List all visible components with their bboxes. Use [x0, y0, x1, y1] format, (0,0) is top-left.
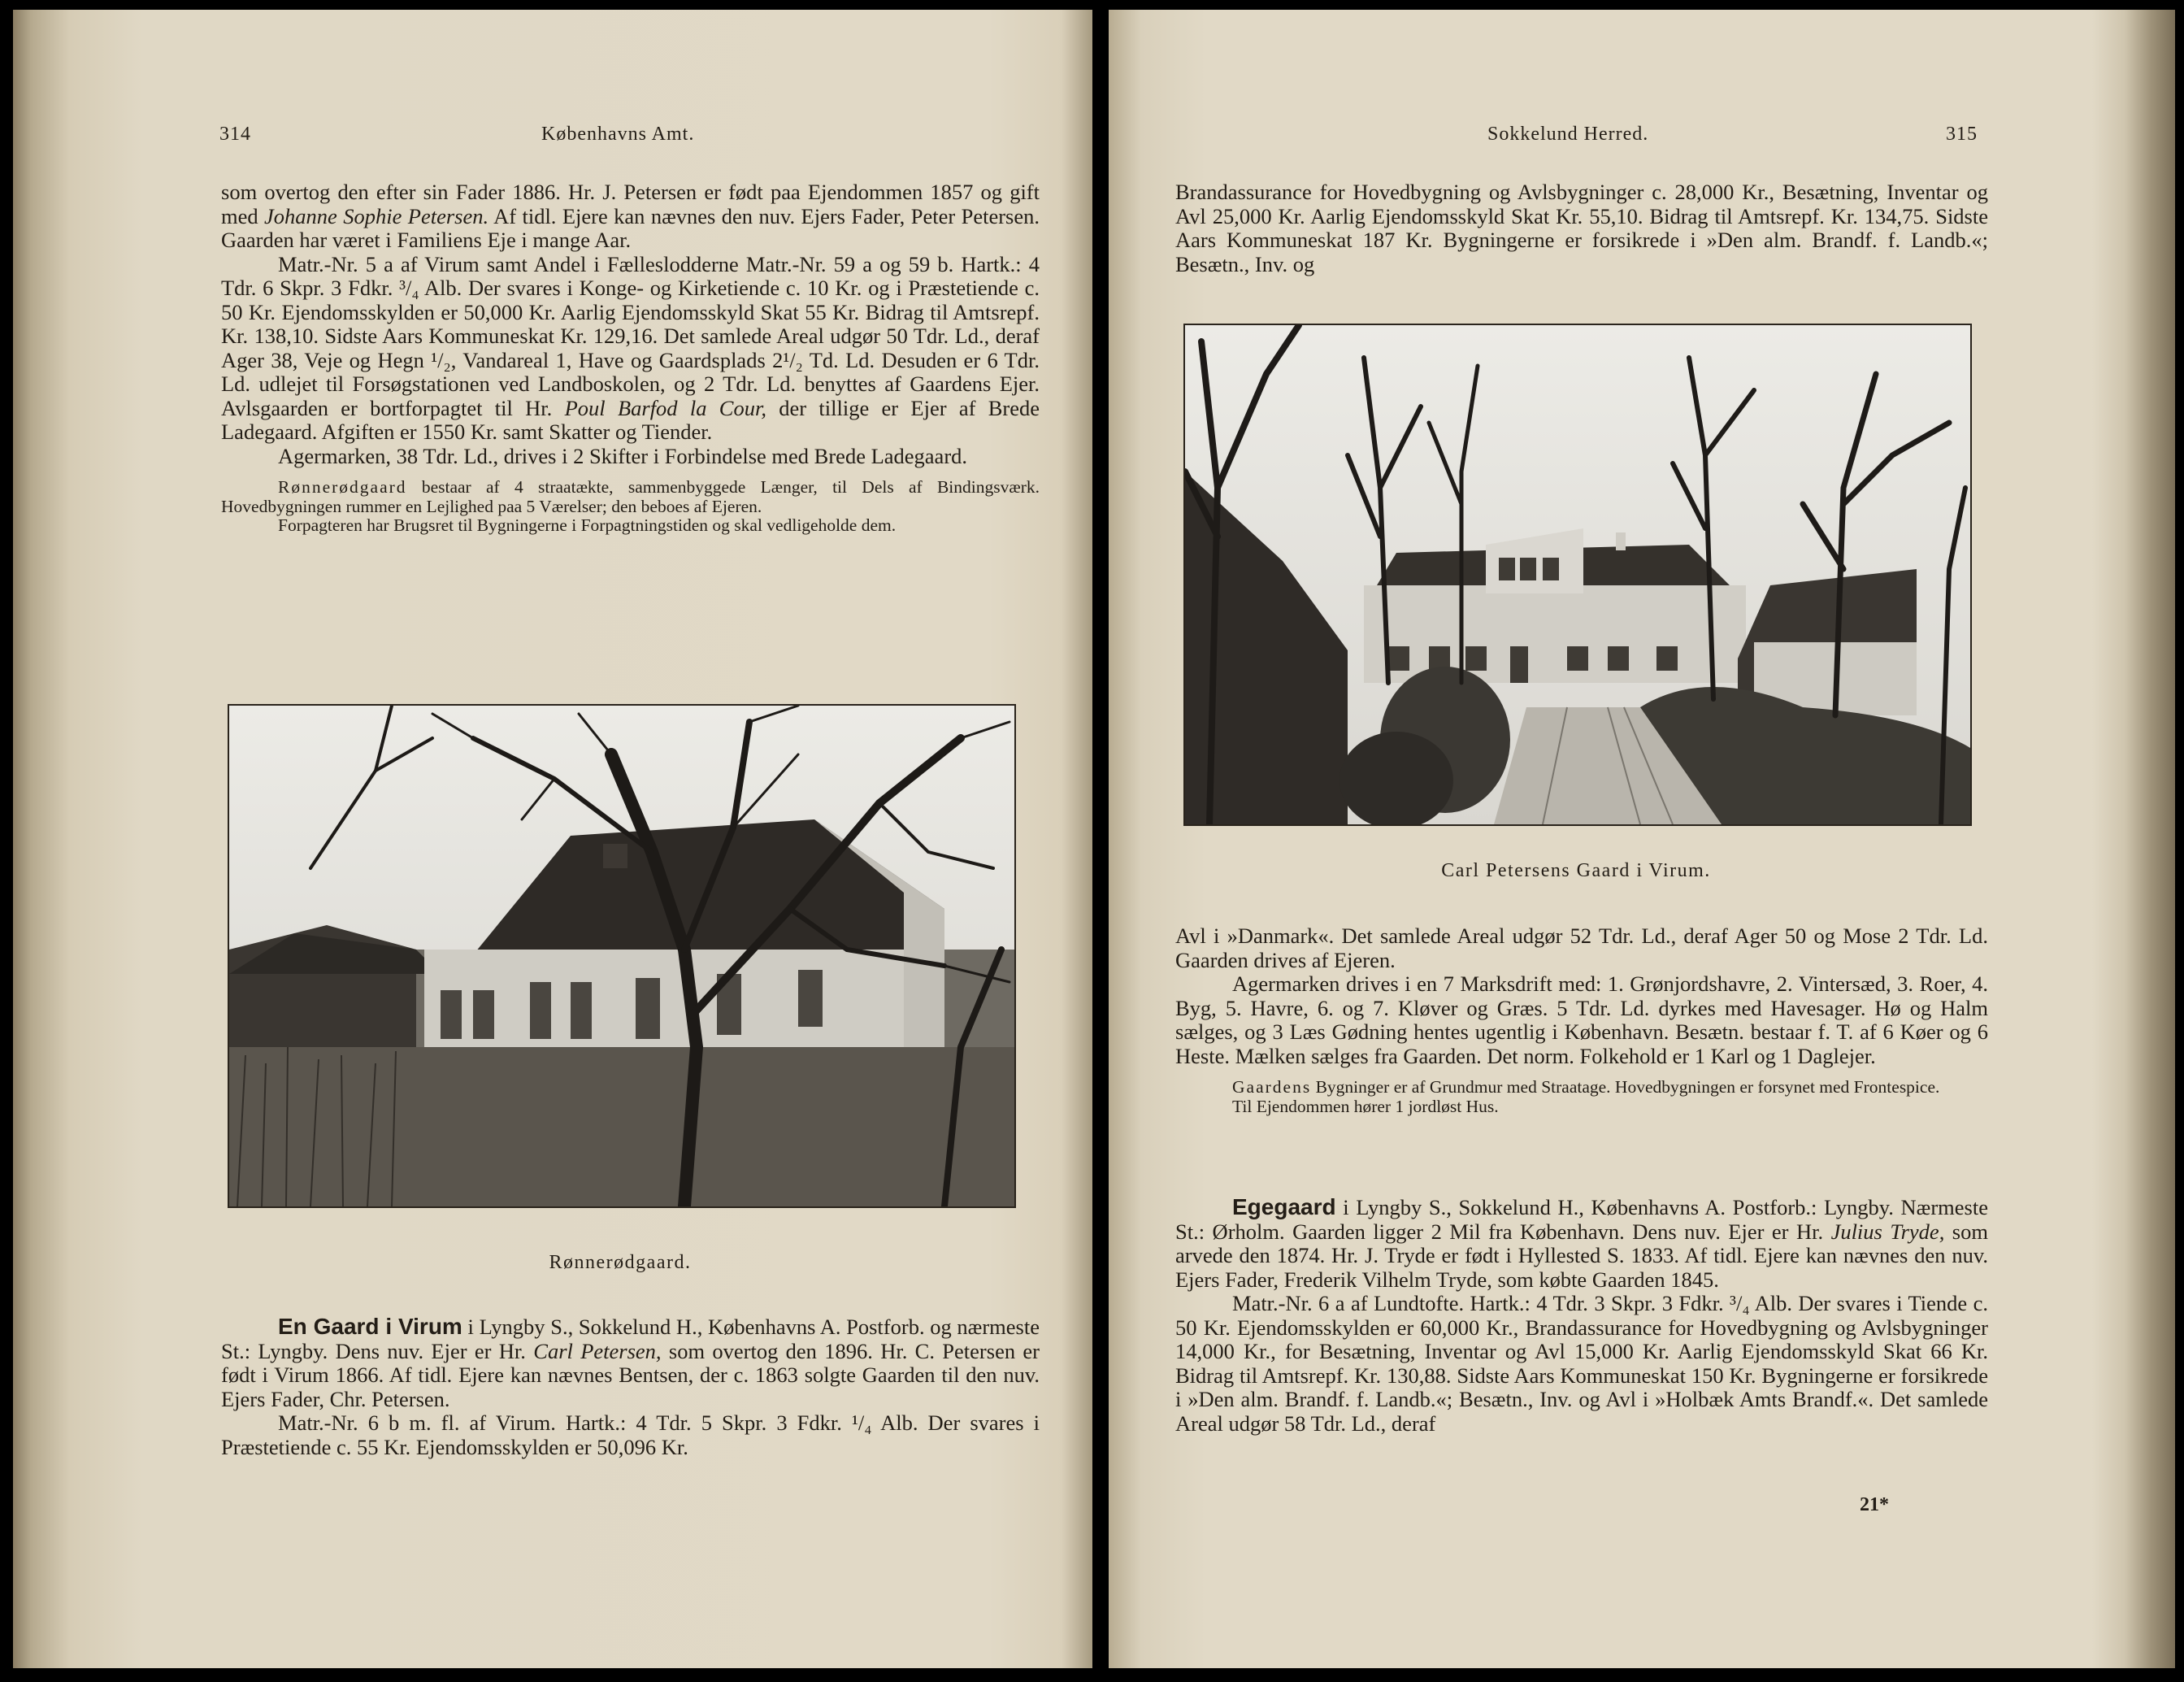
paragraph: Agermarken, 38 Tdr. Ld., drives i 2 Skifter i Forbindelse med Brede Ladegaard.: [278, 443, 968, 468]
left-page: [13, 10, 1092, 1668]
entry-paragraph: En Gaard i Virum i Lyngby S., Sokkelund H., Københavns A. Postforb. og nærmeste St.: Lyngby. Dens nuv. Ejer er Hr. Carl Petersen, som overtog den 1896. Hr. C. Petersen er født i Virum 1866. Af tidl. Ejere kan nævnes Bentsen, der c. 1863 solgte Gaarden til den nuv. Ejers Fader, Chr. Petersen.: [221, 1314, 1040, 1411]
small-paragraph: Til Ejendommen hører 1 jordløst Hus.: [1232, 1096, 1499, 1116]
photo-carl-petersens-gaard: [1183, 324, 1972, 826]
signature-mark: 21*: [1860, 1494, 1889, 1515]
paragraph: Matr.-Nr. 5 a af Virum samt Andel i Fælleslodderne Matr.-Nr. 59 a og 59 b. Hartk.: 4 Tdr. 6 Skpr. 3 Fdkr. ³/₄ Alb. Der svares i Konge- og Kirketiende c. 10 Kr. og i Præstetiende c. 50 Kr. Ejendomsskylden er 50,000 Kr. Aarlig Ejendomsskyld Skat 55 Kr. Bidrag til Amtsrepf. Kr. 138,10. Sidste Aars Kommuneskat Kr. 129,16. Det samlede Areal udgør 50 Tdr. Ld., deraf Ager 38, Veje og Hegn ¹/₂, Vandareal 1, Have og Gaardsplads 2¹/₂ Td. Ld. Desuden er 6 Tdr. Ld. udlejet til Forsøgstationen ved Landboskolen, og 2 Tdr. Ld. benyttes af Gaardens Ejer. Avlsgaarden er bortforpagtet til Hr. Poul Barfod la Cour, der tillige er Ejer af Brede Ladegaard. Afgiften er 1550 Kr. samt Skatter og Tiender.: [221, 251, 1040, 444]
photo-ronnerodgaard: [228, 704, 1016, 1208]
photo-caption: Carl Petersens Gaard i Virum.: [1441, 860, 1711, 881]
paragraph: Brandassurance for Hovedbygning og Avlsbygninger c. 28,000 Kr., Besætning, Inventar og Avl 25,000 Kr. Aarlig Ejendomsskyld Skat Kr. 55,10. Bidrag til Amtsrepf. Kr. 134,75. Sidste Aars Kommuneskat 187 Kr. Bygningerne er forsikrede i »Den alm. Brandf. f. Landb.«; Besætn., Inv. og: [1175, 180, 1988, 276]
text-block-top: [1175, 180, 1988, 276]
text-block-middle: [1175, 924, 1988, 1116]
small-paragraph: Forpagteren har Brugsret til Bygningerne i Forpagtningstiden og skal vedligeholde dem.: [278, 515, 897, 535]
running-head: Københavns Amt.: [541, 124, 695, 145]
text-block-top: [221, 180, 1040, 536]
photo-caption: Rønnerødgaard.: [549, 1252, 692, 1273]
paragraph: Matr.-Nr. 6 b m. fl. af Virum. Hartk.: 4 Tdr. 5 Skpr. 3 Fdkr. ¹/₄ Alb. Der svares i Præstetiende c. 55 Kr. Ejendomsskylden er 50,096 Kr.: [221, 1410, 1040, 1459]
running-head: Sokkelund Herred.: [1487, 124, 1649, 145]
entry-heading: En Gaard i Virum: [278, 1314, 462, 1339]
paragraph: som overtog den efter sin Fader 1886. Hr. J. Petersen er født paa Ejendommen 1857 og gift med Johanne Sophie Petersen. Af tidl. Ejere kan nævnes den nuv. Ejers Fader, Peter Petersen. Gaarden har været i Familiens Eje i mange Aar.: [221, 180, 1040, 252]
small-paragraph: Gaardens Bygninger er af Grundmur med Straatage. Hovedbygningen er forsynet med Frontespice.: [1232, 1077, 1940, 1097]
text-block-bottom: [1175, 1195, 1988, 1436]
page-number: 314: [219, 124, 251, 145]
text-block-bottom: [221, 1315, 1040, 1459]
right-page: [1109, 10, 2175, 1668]
small-paragraph: Rønnerødgaard bestaar af 4 straatækte, sammenbyggede Længer, til Dels af Bindingsværk. Hovedbygningen rummer en Lejlighed paa 5 Værelser; den beboes af Ejeren.: [221, 477, 1040, 516]
page-number: 315: [1946, 124, 1978, 145]
paragraph: Agermarken drives i en 7 Marksdrift med: 1. Grønjordshavre, 2. Vintersæd, 3. Roer, 4. Byg, 5. Havre, 6. og 7. Kløver og Græs. 5 Tdr. Ld. dyrkes med Havesager. Hø og Halm sælges, og 3 Læs Gødning hentes ugentlig i København. Besætn. bestaar f. T. af 6 Køer og 6 Heste. Mælken sælges fra Gaarden. Det norm. Folkehold er 1 Karl og 1 Daglejer.: [1175, 971, 1988, 1068]
entry-paragraph: Egegaard i Lyngby S., Sokkelund H., Københavns A. Postforb.: Lyngby. Nærmeste St.: Ørholm. Gaarden ligger 2 Mil fra København. Dens nuv. Ejer er Hr. Julius Tryde, som arvede den 1874. Hr. J. Tryde er født i Hyllested S. 1833. Af tidl. Ejere kan nævnes den nuv. Ejers Fader, Frederik Vilhelm Tryde, som købte Gaarden 1845.: [1175, 1194, 1988, 1292]
paragraph: Matr.-Nr. 6 a af Lundtofte. Hartk.: 4 Tdr. 3 Skpr. 3 Fdkr. ³/₄ Alb. Der svares i Tiende c. 50 Kr. Ejendomsskylden er 60,000 Kr., Brandassurance for Hovedbygning og Avlsbygninger 14,000 Kr., for Besætning, Inventar og Avl 15,000 Kr. Aarlig Ejendomsskyld Skat 66 Kr. Bidrag til Amtsrepf. Kr. 130,88. Sidste Aars Kommuneskat 150 Kr. Bygningerne er forsikrede i »Den alm. Brandf. f. Landb.«; Besætn., Inv. og Avl i »Holbæk Amts Brandf.«. Det samlede Areal udgør 58 Tdr. Ld., deraf: [1175, 1291, 1988, 1436]
paragraph: Avl i »Danmark«. Det samlede Areal udgør 52 Tdr. Ld., deraf Ager 50 og Mose 2 Tdr. Ld. Gaarden drives af Ejeren.: [1175, 924, 1988, 972]
entry-heading: Egegaard: [1232, 1194, 1336, 1219]
